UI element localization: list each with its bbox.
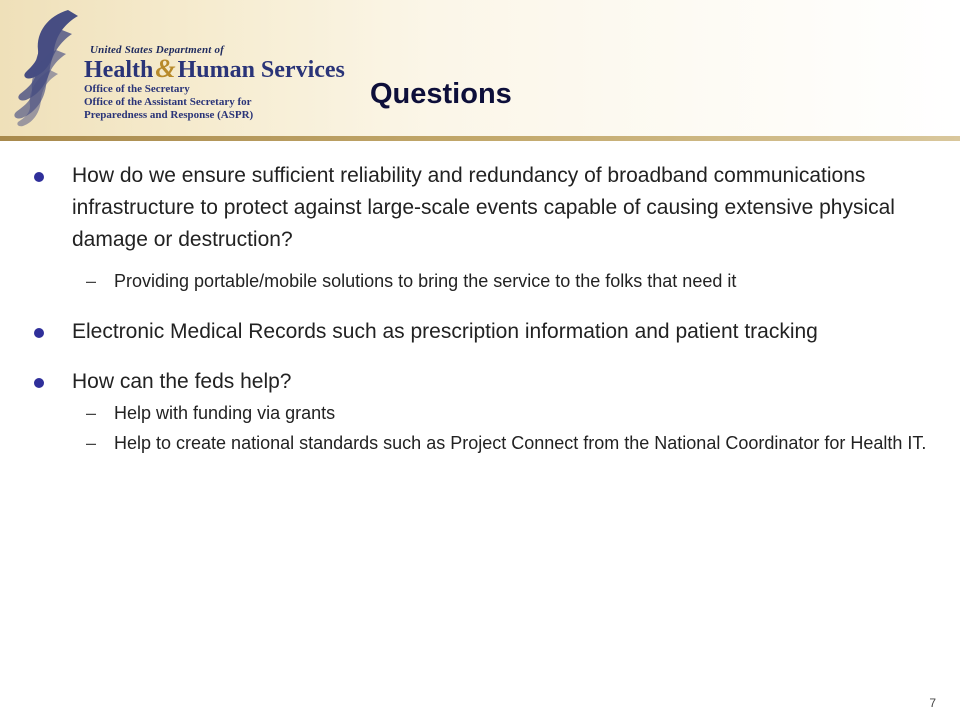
bullet-dot-icon xyxy=(34,172,44,182)
dept-sub-office-assistant: Office of the Assistant Secretary for xyxy=(84,96,252,108)
sub-bullet-text: Help with funding via grants xyxy=(114,403,336,423)
hhs-eagle-profiles-icon xyxy=(8,6,93,128)
page-number: 7 xyxy=(929,696,936,710)
bullet-item xyxy=(30,160,930,256)
sub-bullet-item xyxy=(30,268,930,294)
slide-title: Questions xyxy=(370,78,512,110)
dash-marker-icon: – xyxy=(86,403,97,423)
dept-sub-aspr: Preparedness and Response (ASPR) xyxy=(84,109,254,121)
dept-ampersand: & xyxy=(155,54,176,83)
dept-line-us-department: United States Department of xyxy=(90,44,225,56)
sub-bullet-item xyxy=(30,430,930,456)
header-band xyxy=(0,0,960,138)
bullet-item xyxy=(30,316,930,348)
dept-line-hhs xyxy=(84,56,364,83)
bullet-text: Electronic Medical Records such as prescription information and patient tracking xyxy=(72,320,818,343)
header-divider xyxy=(0,136,960,141)
dept-human-services-word: Human Services xyxy=(177,57,345,83)
sub-bullet-item xyxy=(30,400,930,426)
sub-bullet-text: Help to create national standards such as Project Connect from the National Coordinator for Health IT. xyxy=(114,433,927,453)
bullet-text: How do we ensure sufficient reliability and redundancy of broadband communications infrastructure to protect against large-scale events capable of causing extensive physical damage or destruction? xyxy=(72,164,895,251)
bullet-dot-icon xyxy=(34,378,44,388)
sub-bullet-text: Providing portable/mobile solutions to bring the service to the folks that need it xyxy=(114,271,737,291)
bullet-text: How can the feds help? xyxy=(72,370,292,393)
hhs-department-block xyxy=(84,44,364,122)
dash-marker-icon: – xyxy=(86,433,97,453)
dept-health-word: Health xyxy=(84,57,154,83)
bullet-dot-icon xyxy=(34,328,44,338)
dash-marker-icon: – xyxy=(86,271,97,291)
dept-sub-office-secretary: Office of the Secretary xyxy=(84,83,190,95)
slide-content xyxy=(30,160,930,456)
bullet-item xyxy=(30,366,930,398)
